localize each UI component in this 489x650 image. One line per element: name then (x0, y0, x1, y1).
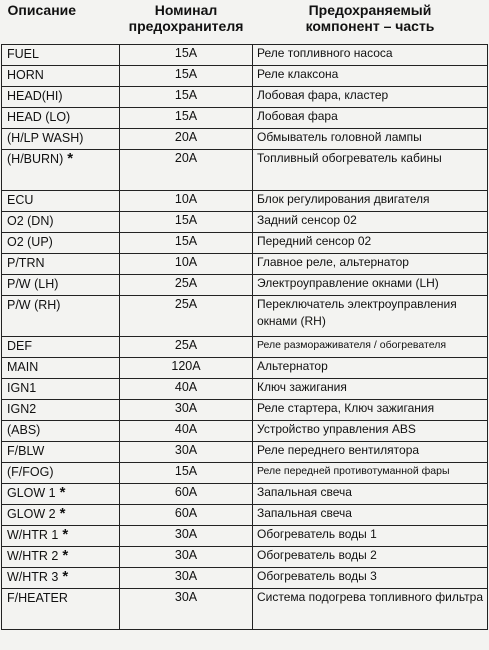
fuse-name: P/W (LH) (7, 277, 59, 291)
fuse-name-cell (2, 463, 120, 484)
star-mark: * (59, 505, 66, 522)
fuse-name: MAIN (7, 360, 39, 374)
fuse-name-cell (2, 505, 120, 526)
table-row (2, 254, 488, 275)
fuse-name: ECU (7, 193, 34, 207)
header-component (253, 0, 488, 45)
fuse-rating: 60A (120, 505, 253, 526)
fuse-component: Ключ зажигания (253, 379, 488, 400)
fuse-rating: 30A (120, 589, 253, 630)
fuse-name-cell (2, 296, 120, 337)
table-row (2, 191, 488, 212)
table-row (2, 442, 488, 463)
fuse-component: Лобовая фара (253, 108, 488, 129)
fuse-component: Система подогрева топливного фильтра (253, 589, 488, 630)
fuse-component: Запальная свеча (253, 484, 488, 505)
fuse-rating: 15A (120, 463, 253, 484)
fuse-rating: 20A (120, 150, 253, 191)
fuse-rating: 15A (120, 212, 253, 233)
header-rating-line2: предохранителя (128, 18, 244, 34)
fuse-name: (H/BURN) (7, 152, 64, 166)
fuse-name-cell (2, 547, 120, 568)
fuse-name-cell (2, 66, 120, 87)
table-row (2, 337, 488, 358)
fuse-name: HEAD(HI) (7, 89, 63, 103)
table-row (2, 275, 488, 296)
header-component-line2: компонент – часть (305, 18, 435, 34)
fuse-rating: 30A (120, 568, 253, 589)
fuse-name-cell (2, 379, 120, 400)
fuse-component: Обогреватель воды 1 (253, 526, 488, 547)
fuse-rating: 25A (120, 296, 253, 337)
header-description-text: Описание (7, 2, 77, 18)
fuse-component: Реле переднего вентилятора (253, 442, 488, 463)
fuse-name-cell (2, 212, 120, 233)
fuse-component: Топливный обогреватель кабины (253, 150, 488, 191)
fuse-name: HORN (7, 68, 44, 82)
table-row (2, 212, 488, 233)
fuse-component: Альтернатор (253, 358, 488, 379)
fuse-component: Реле размораживателя / обогревателя (253, 337, 488, 358)
fuse-component: Обмыватель головной лампы (253, 129, 488, 150)
table-row (2, 505, 488, 526)
header-description (2, 0, 120, 45)
fuse-name-cell (2, 87, 120, 108)
header-rating (120, 0, 253, 45)
fuse-name-cell (2, 275, 120, 296)
table-row (2, 400, 488, 421)
fuse-name-cell (2, 589, 120, 630)
fuse-table (1, 0, 488, 630)
fuse-name-cell (2, 526, 120, 547)
table-row (2, 87, 488, 108)
table-row (2, 150, 488, 191)
fuse-rating: 40A (120, 421, 253, 442)
table-row (2, 108, 488, 129)
fuse-component: Лобовая фара, кластер (253, 87, 488, 108)
fuse-component: Реле клаксона (253, 66, 488, 87)
fuse-rating: 15A (120, 233, 253, 254)
fuse-name: W/HTR 2 (7, 549, 59, 563)
fuse-name: (ABS) (7, 423, 41, 437)
star-mark: * (59, 484, 66, 501)
fuse-name-cell (2, 484, 120, 505)
fuse-name-cell (2, 191, 120, 212)
fuse-name: DEF (7, 339, 32, 353)
fuse-component: Обогреватель воды 3 (253, 568, 488, 589)
fuse-rating: 120A (120, 358, 253, 379)
fuse-rating: 20A (120, 129, 253, 150)
table-row (2, 484, 488, 505)
fuse-name: O2 (UP) (7, 235, 53, 249)
fuse-name-cell (2, 150, 120, 191)
fuse-name: P/W (RH) (7, 298, 61, 312)
fuse-component: Блок регулирования двигателя (253, 191, 488, 212)
fuse-name: (H/LP WASH) (7, 131, 84, 145)
header-component-line1: Предохраняемый (308, 2, 432, 18)
header-rating-line1: Номинал (154, 2, 218, 18)
table-row (2, 463, 488, 484)
fuse-rating: 10A (120, 191, 253, 212)
fuse-name: F/BLW (7, 444, 45, 458)
fuse-table-body (2, 45, 488, 630)
table-row (2, 379, 488, 400)
fuse-name-cell (2, 568, 120, 589)
fuse-rating: 30A (120, 400, 253, 421)
fuse-name: GLOW 1 (7, 486, 56, 500)
fuse-component: Запальная свеча (253, 505, 488, 526)
fuse-name: HEAD (LO) (7, 110, 71, 124)
fuse-component: Устройство управления ABS (253, 421, 488, 442)
fuse-name: GLOW 2 (7, 507, 56, 521)
fuse-component: Реле передней противотуманной фары (253, 463, 488, 484)
fuse-name-cell (2, 45, 120, 66)
fuse-name-cell (2, 442, 120, 463)
fuse-rating: 30A (120, 526, 253, 547)
fuse-component: Реле топливного насоса (253, 45, 488, 66)
table-row (2, 233, 488, 254)
fuse-rating: 60A (120, 484, 253, 505)
fuse-name: W/HTR 1 (7, 528, 59, 542)
fuse-rating: 15A (120, 87, 253, 108)
fuse-name-cell (2, 233, 120, 254)
star-mark: * (62, 526, 69, 543)
table-row (2, 296, 488, 337)
fuse-component: Главное реле, альтернатор (253, 254, 488, 275)
table-row (2, 421, 488, 442)
star-mark: * (62, 547, 69, 564)
fuse-name-cell (2, 400, 120, 421)
star-mark: * (67, 150, 74, 167)
fuse-name: F/HEATER (7, 591, 68, 605)
fuse-name: P/TRN (7, 256, 45, 270)
fuse-rating: 15A (120, 66, 253, 87)
table-row (2, 589, 488, 630)
fuse-name: IGN2 (7, 402, 37, 416)
header-row (2, 0, 488, 45)
fuse-component: Передний сенсор 02 (253, 233, 488, 254)
fuse-component: Реле стартера, Ключ зажигания (253, 400, 488, 421)
fuse-name: O2 (DN) (7, 214, 54, 228)
fuse-rating: 15A (120, 45, 253, 66)
table-row (2, 568, 488, 589)
fuse-rating: 25A (120, 337, 253, 358)
fuse-name-cell (2, 337, 120, 358)
fuse-rating: 15A (120, 108, 253, 129)
fuse-component: Переключатель электроуправления окнами (RH) (253, 296, 488, 337)
table-row (2, 526, 488, 547)
fuse-component: Задний сенсор 02 (253, 212, 488, 233)
fuse-name: FUEL (7, 47, 39, 61)
fuse-name: W/HTR 3 (7, 570, 59, 584)
table-row (2, 547, 488, 568)
fuse-component: Электроуправление окнами (LH) (253, 275, 488, 296)
fuse-name: (F/FOG) (7, 465, 54, 479)
fuse-name-cell (2, 358, 120, 379)
star-mark: * (62, 568, 69, 585)
fuse-name-cell (2, 254, 120, 275)
fuse-rating: 40A (120, 379, 253, 400)
fuse-name-cell (2, 421, 120, 442)
table-row (2, 66, 488, 87)
fuse-name-cell (2, 108, 120, 129)
fuse-rating: 30A (120, 547, 253, 568)
fuse-component: Обогреватель воды 2 (253, 547, 488, 568)
fuse-rating: 30A (120, 442, 253, 463)
fuse-name: IGN1 (7, 381, 37, 395)
table-row (2, 45, 488, 66)
fuse-rating: 10A (120, 254, 253, 275)
table-row (2, 358, 488, 379)
fuse-rating: 25A (120, 275, 253, 296)
fuse-name-cell (2, 129, 120, 150)
table-row (2, 129, 488, 150)
